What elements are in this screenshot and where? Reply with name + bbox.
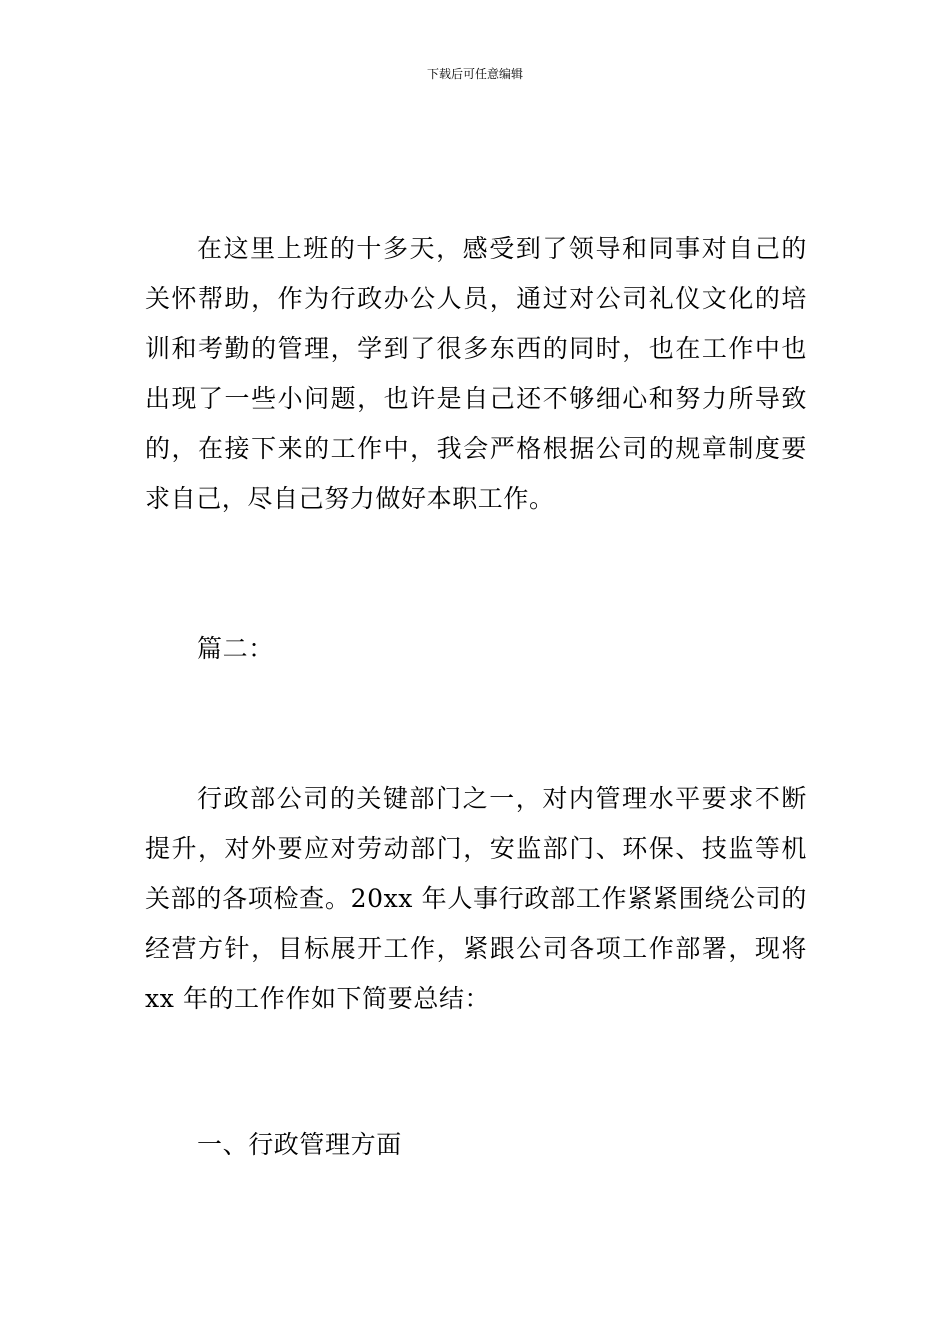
paragraph-admin-dept: 行政部公司的关键部门之一，对内管理水平要求不断提升，对外要应对劳动部门，安监部门、环保、技监等机关部的各项检查。20xx 年人事行政部工作紧紧围绕公司的经营方针，目标展开工作，紧跟公司各项工作部署，现将 xx 年的工作作如下简要总结： [145, 784, 807, 1013]
paragraph-intro: 在这里上班的十多天，感受到了领导和同事对自己的关怀帮助，作为行政办公人员，通过对公司礼仪文化的培训和考勤的管理，学到了很多东西的同时，也在工作中也出现了一些小问题，也许是自己还不够细心和努力所导致的，在接下来的工作中，我会严格根据公司的规章制度要求自己，尽自己努力做好本职工作。 [145, 234, 807, 513]
page-header: 下载后可任意编辑 [426, 67, 523, 81]
section-heading-admin-management: 一、行政管理方面 [197, 1130, 402, 1159]
section-heading-part-two: 篇二： [197, 634, 274, 663]
